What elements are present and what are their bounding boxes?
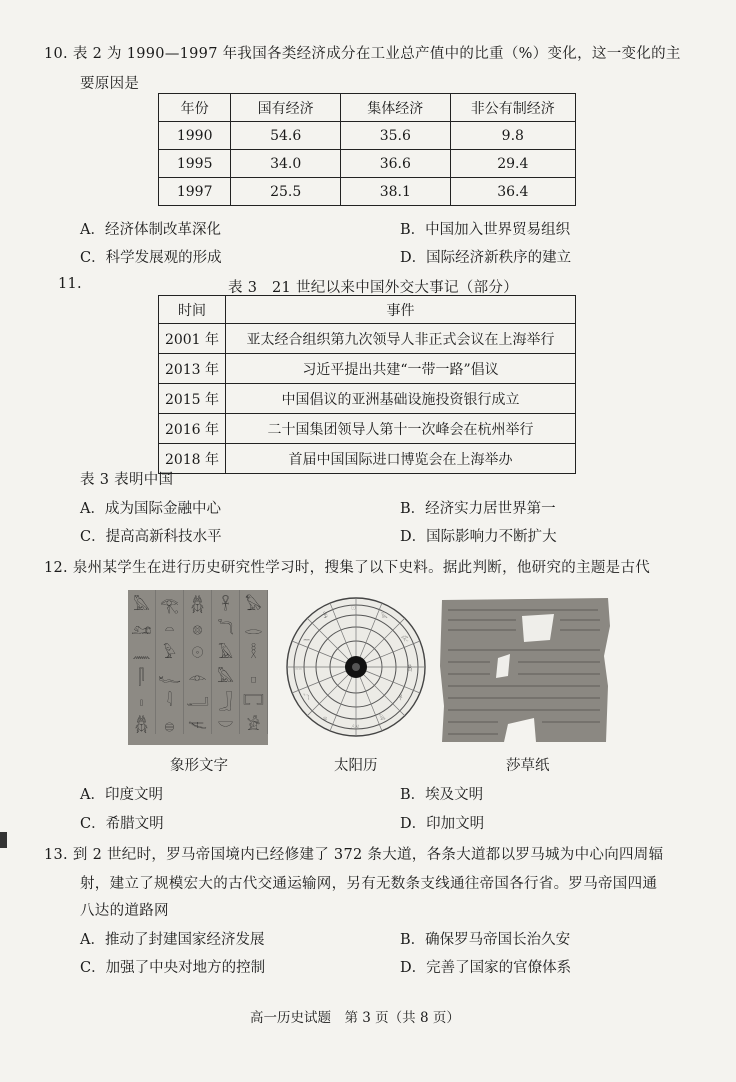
q12-stem: 12. 泉州某学生在进行历史研究性学习时，搜集了以下史料。据此判断，他研究的主题是古代 xyxy=(44,560,651,576)
q11-header-event: 事件 xyxy=(226,296,576,324)
q11-table xyxy=(158,295,576,474)
q12-option-c[interactable]: C．希腊文明 xyxy=(80,816,164,832)
q13-option-d[interactable]: D．完善了国家的官僚体系 xyxy=(400,960,572,976)
solar-calendar-icon xyxy=(285,596,427,738)
table-cell: 首届中国国际进口博览会在上海举办 xyxy=(226,444,576,474)
q11-number: 11. xyxy=(58,276,82,292)
q13-option-c[interactable]: C．加强了中央对地方的控制 xyxy=(80,960,266,976)
svg-text:𓂋: 𓂋 xyxy=(295,665,303,672)
caption-papyrus: 莎草纸 xyxy=(506,758,550,774)
svg-text:𓂀: 𓂀 xyxy=(401,635,409,642)
table-cell: 36.4 xyxy=(450,178,575,206)
papyrus-icon xyxy=(438,596,614,744)
svg-text:𓇳: 𓇳 xyxy=(351,605,356,612)
svg-text:𓆣: 𓆣 xyxy=(407,665,413,672)
q10-header-collective: 集体经济 xyxy=(340,94,450,122)
svg-text:𓅃: 𓅃 xyxy=(379,715,386,722)
table-row xyxy=(159,414,576,444)
q10-option-b[interactable]: B．中国加入世界贸易组织 xyxy=(400,222,571,238)
table-cell: 35.6 xyxy=(340,122,450,150)
q11-option-a[interactable]: A．成为国际金融中心 xyxy=(80,501,221,517)
table-row xyxy=(159,324,576,354)
page-footer: 高一历史试题 第 3 页（共 8 页） xyxy=(250,1010,460,1026)
q10-header-state: 国有经济 xyxy=(231,94,341,122)
q13-option-b[interactable]: B．确保罗马帝国长治久安 xyxy=(400,932,571,948)
table-cell: 2018 年 xyxy=(159,444,226,474)
table-cell: 25.5 xyxy=(231,178,341,206)
table-cell: 亚太经合组织第九次领导人非正式会议在上海举行 xyxy=(226,324,576,354)
table-cell: 54.6 xyxy=(231,122,341,150)
svg-text:𓅓: 𓅓 xyxy=(381,613,388,620)
q11-header-time: 时间 xyxy=(159,296,226,324)
caption-solar-calendar: 太阳历 xyxy=(334,758,378,774)
table-row xyxy=(159,354,576,384)
hieroglyphs-image xyxy=(128,590,268,745)
table-row xyxy=(159,384,576,414)
svg-text:𓈖: 𓈖 xyxy=(303,635,311,642)
table-cell: 36.6 xyxy=(340,150,450,178)
table-cell: 38.1 xyxy=(340,178,450,206)
q13-stem-line3: 八达的道路网 xyxy=(80,903,169,919)
q12-option-b[interactable]: B．埃及文明 xyxy=(400,787,484,803)
q13-option-a[interactable]: A．推动了封建国家经济发展 xyxy=(80,932,265,948)
svg-text:𓋹: 𓋹 xyxy=(399,695,403,702)
q11-option-b[interactable]: B．经济实力居世界第一 xyxy=(400,501,556,517)
q10-stem-line2: 要原因是 xyxy=(80,76,140,92)
svg-text:𓃭: 𓃭 xyxy=(351,723,360,730)
q12-option-d[interactable]: D．印加文明 xyxy=(400,816,485,832)
svg-text:𓅱: 𓅱 xyxy=(323,613,329,620)
table-row xyxy=(159,444,576,474)
q13-stem-line1: 13. 到 2 世纪时，罗马帝国境内已经修建了 372 条大道，各条大道都以罗马城为中心向四周辐 xyxy=(44,847,664,863)
q12-option-a[interactable]: A．印度文明 xyxy=(80,787,163,803)
table-cell: 1990 xyxy=(159,122,231,150)
table-cell: 习近平提出共建“一带一路”倡议 xyxy=(226,354,576,384)
table-cell: 2015 年 xyxy=(159,384,226,414)
q10-stem-line1: 10. 表 2 为 1990—1997 年我国各类经济成分在工业总产值中的比重（%）变化，这一变化的主 xyxy=(44,46,681,62)
table-cell: 1997 xyxy=(159,178,231,206)
table-cell: 2013 年 xyxy=(159,354,226,384)
q13-stem-line2: 射，建立了规模宏大的古代交通运输网，另有无数条支线通往帝国各行省。罗马帝国四通 xyxy=(80,876,658,892)
table-cell: 1995 xyxy=(159,150,231,178)
table-cell: 9.8 xyxy=(450,122,575,150)
table-cell: 二十国集团领导人第十一次峰会在杭州举行 xyxy=(226,414,576,444)
q10-header-private: 非公有制经济 xyxy=(450,94,575,122)
scan-margin-mark xyxy=(0,832,7,848)
table-row xyxy=(159,178,576,206)
q11-stem: 表 3 表明中国 xyxy=(80,472,174,488)
table-cell: 2001 年 xyxy=(159,324,226,354)
svg-text:𓆓: 𓆓 xyxy=(303,695,310,702)
q10-header-year: 年份 xyxy=(159,94,231,122)
q10-table xyxy=(158,93,576,206)
hieroglyph-columns: 𓅓 𓂀 𓆣 𓋹 𓅃 𓃭 𓏏 𓊖 𓆓 𓂋 𓈖 𓅱 𓇳 𓄿 𓎛 𓋴 𓆑 𓁹 𓅓 𓊪 𓏤 𓇋 𓂝 𓃀 𓉐 𓆣 𓐍 𓌻 𓎟 𓀀 xyxy=(128,590,268,745)
q10-option-a[interactable]: A．经济体制改革深化 xyxy=(80,222,221,238)
q11-option-d[interactable]: D．国际影响力不断扩大 xyxy=(400,529,557,545)
table-row xyxy=(159,122,576,150)
table-cell: 34.0 xyxy=(231,150,341,178)
solar-calendar-image xyxy=(285,596,427,738)
q11-option-c[interactable]: C．提高高新科技水平 xyxy=(80,529,222,545)
caption-hieroglyphs: 象形文字 xyxy=(170,758,228,774)
papyrus-image xyxy=(438,596,614,744)
table-row xyxy=(159,150,576,178)
table-cell: 2016 年 xyxy=(159,414,226,444)
table-cell: 中国倡议的亚洲基础设施投资银行成立 xyxy=(226,384,576,414)
q10-option-d[interactable]: D．国际经济新秩序的建立 xyxy=(400,250,572,266)
q10-option-c[interactable]: C．科学发展观的形成 xyxy=(80,250,222,266)
table-cell: 29.4 xyxy=(450,150,575,178)
svg-text:𓊖: 𓊖 xyxy=(323,715,328,722)
q11-table-title: 表 3 21 世纪以来中国外交大事记（部分） xyxy=(228,280,518,296)
